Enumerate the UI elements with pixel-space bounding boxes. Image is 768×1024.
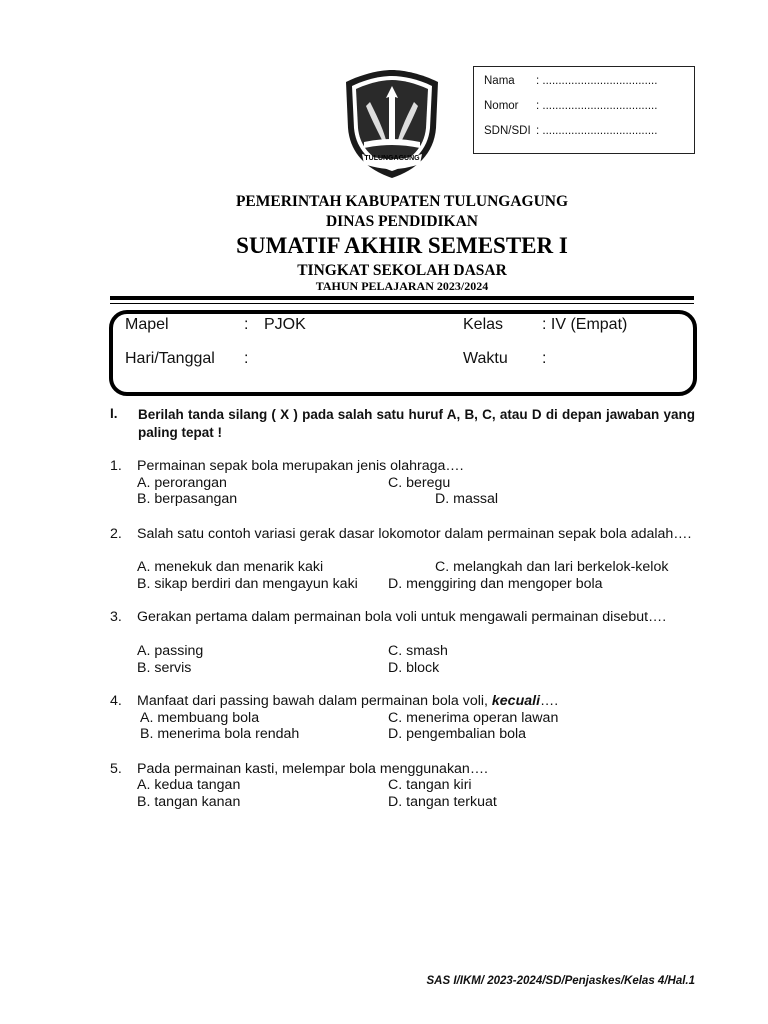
option-d[interactable]: D. massal bbox=[435, 491, 499, 507]
identity-row-name[interactable] bbox=[484, 74, 694, 99]
exam-info-box bbox=[109, 310, 697, 396]
header-department: DINAS PENDIDIKAN bbox=[325, 213, 478, 230]
option-b[interactable]: B. sikap berdiri dan mengayun kaki bbox=[137, 576, 358, 592]
date-label: Hari/Tanggal bbox=[125, 350, 215, 367]
date-field[interactable]: : bbox=[244, 350, 249, 367]
option-c[interactable]: C. menerima operan lawan bbox=[388, 710, 559, 726]
header-divider-thin bbox=[110, 303, 694, 304]
class-label: Kelas bbox=[463, 316, 504, 333]
header-level: TINGKAT SEKOLAH DASAR bbox=[297, 262, 507, 279]
page-footer: SAS I/IKM/ 2023-2024/SD/Penjaskes/Kelas 4/Hal.1 bbox=[426, 975, 695, 987]
header-government: PEMERINTAH KABUPATEN TULUNGAGUNG bbox=[235, 193, 569, 210]
option-a[interactable]: A. membuang bola bbox=[140, 710, 260, 726]
option-c[interactable]: C. smash bbox=[388, 643, 448, 659]
option-d[interactable]: D. tangan terkuat bbox=[388, 794, 497, 810]
question-text: Salah satu contoh variasi gerak dasar lokomotor dalam permainan sepak bola adalah…. bbox=[137, 526, 692, 542]
option-b[interactable]: B. servis bbox=[137, 660, 192, 676]
subject-separator: : bbox=[244, 316, 249, 333]
exam-title: SUMATIF AKHIR SEMESTER I bbox=[236, 233, 568, 258]
identity-value-line: : .................................... bbox=[536, 125, 658, 137]
option-a[interactable]: A. passing bbox=[137, 643, 204, 659]
question-1 bbox=[110, 458, 695, 475]
question-text: Pada permainan kasti, melempar bola menggunakan…. bbox=[137, 761, 488, 777]
identity-label: Nomor bbox=[484, 100, 519, 112]
question-text-start: Manfaat dari passing bawah dalam permainan bola voli, bbox=[137, 693, 492, 709]
time-field[interactable]: : bbox=[542, 350, 547, 367]
option-d[interactable]: D. pengembalian bola bbox=[388, 726, 527, 742]
question-number: 4. bbox=[110, 693, 122, 709]
question-text bbox=[137, 693, 695, 710]
identity-row-number[interactable] bbox=[484, 99, 694, 124]
subject-value: PJOK bbox=[264, 316, 306, 333]
question-number: 3. bbox=[110, 609, 122, 625]
option-a[interactable]: A. kedua tangan bbox=[137, 777, 241, 793]
question-number: 1. bbox=[110, 458, 122, 474]
option-b[interactable]: B. berpasangan bbox=[137, 491, 238, 507]
question-number: 5. bbox=[110, 761, 122, 777]
identity-label: SDN/SDI bbox=[484, 125, 531, 137]
identity-value-line: : .................................... bbox=[536, 100, 658, 112]
option-a[interactable]: A. perorangan bbox=[137, 475, 227, 491]
question-text-end: …. bbox=[540, 693, 559, 709]
instruction-text: Berilah tanda silang ( X ) pada salah satu huruf A, B, C, atau D di depan jawaban yang paling tepat ! bbox=[138, 407, 695, 440]
subject-label: Mapel bbox=[125, 316, 169, 333]
identity-value-line: : .................................... bbox=[536, 75, 658, 87]
option-a[interactable]: A. menekuk dan menarik kaki bbox=[137, 559, 324, 575]
section-instruction bbox=[110, 406, 695, 442]
option-c[interactable]: C. beregu bbox=[388, 475, 451, 491]
identity-label: Nama bbox=[484, 75, 515, 87]
question-emphasis: kecuali bbox=[491, 693, 541, 709]
header-academic-year: TAHUN PELAJARAN 2023/2024 bbox=[315, 279, 489, 293]
option-d[interactable]: D. block bbox=[388, 660, 440, 676]
section-number: I. bbox=[110, 406, 118, 421]
question-text: Gerakan pertama dalam permainan bola voli untuk mengawali permainan disebut…. bbox=[137, 609, 667, 625]
option-b[interactable]: B. menerima bola rendah bbox=[140, 726, 300, 742]
option-c[interactable]: C. melangkah dan lari berkelok-kelok bbox=[435, 559, 669, 575]
option-d[interactable]: D. menggiring dan mengoper bola bbox=[388, 576, 603, 592]
option-b[interactable]: B. tangan kanan bbox=[137, 794, 241, 810]
class-value: : IV (Empat) bbox=[542, 316, 628, 333]
question-3 bbox=[110, 609, 695, 626]
student-identity-box bbox=[473, 66, 695, 154]
question-text: Permainan sepak bola merupakan jenis olahraga…. bbox=[137, 458, 464, 474]
question-5 bbox=[110, 761, 695, 778]
question-number: 2. bbox=[110, 526, 122, 542]
tulungagung-crest-icon bbox=[342, 68, 442, 180]
question-2 bbox=[110, 526, 695, 543]
logo-text: TULUNGAGUNG bbox=[364, 155, 420, 162]
time-label: Waktu bbox=[463, 350, 508, 367]
header-divider-thick bbox=[110, 296, 694, 300]
identity-row-school[interactable] bbox=[484, 124, 694, 149]
option-c[interactable]: C. tangan kiri bbox=[388, 777, 472, 793]
question-4 bbox=[110, 693, 695, 710]
